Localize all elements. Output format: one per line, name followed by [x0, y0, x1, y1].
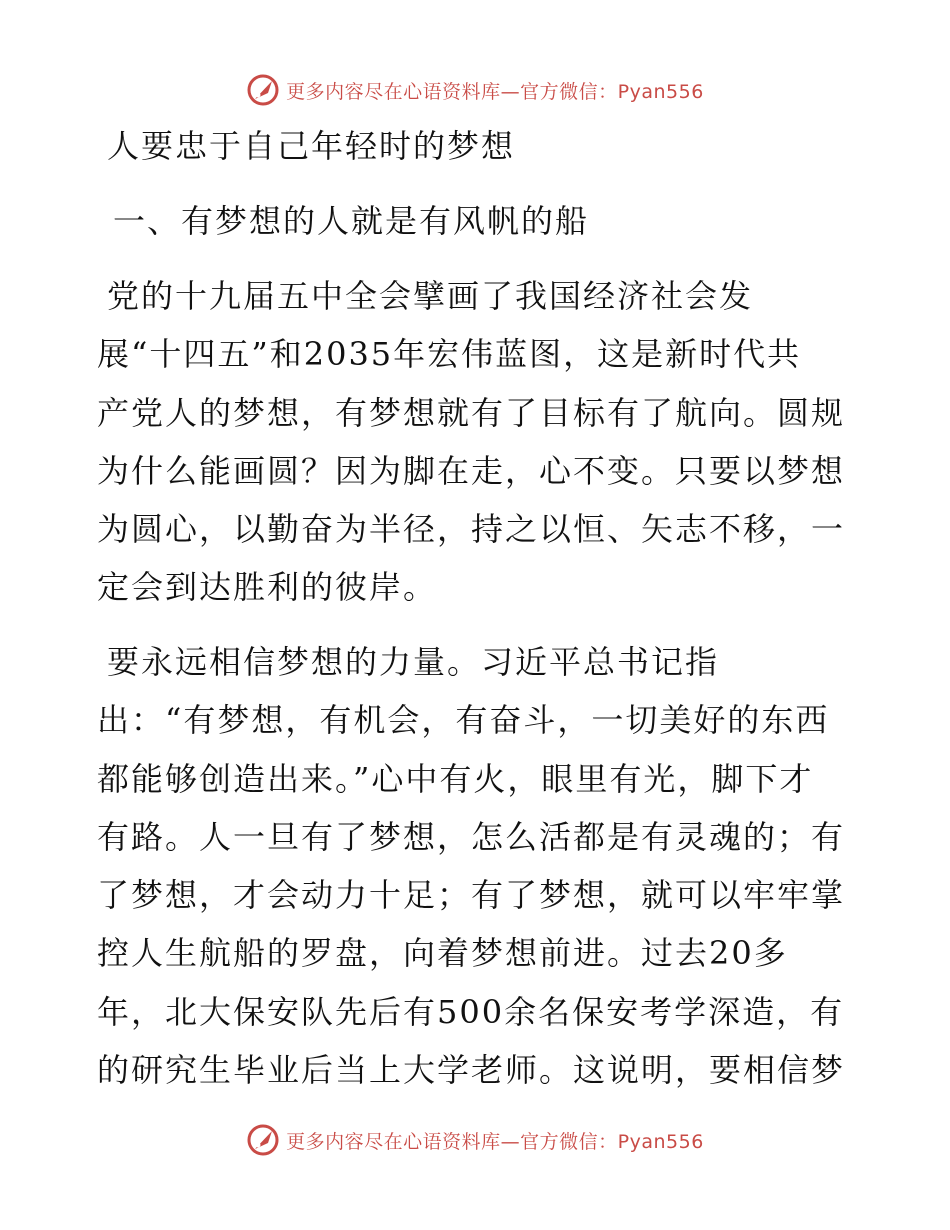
header-watermark [0, 70, 950, 110]
text-line: 要永远相信梦想的力量。习近平总书记指 [107, 643, 720, 681]
text-line: 党的十九届五中全会擘画了我国经济社会发 [107, 277, 754, 315]
footer-watermark [0, 1120, 950, 1160]
section-heading: 一、有梦想的人就是有风帆的船 [113, 202, 590, 240]
text-line: 控人生航船的罗盘，向着梦想前进。过去20多 [97, 934, 788, 972]
watermark-text: 更多内容尽在心语资料库—官方微信：Pyan556 [286, 1130, 704, 1153]
text-line: 有路。人一旦有了梦想，怎么活都是有灵魂的；有 [97, 818, 846, 856]
text-line: 的研究生毕业后当上大学老师。这说明，要相信梦 [97, 1051, 846, 1089]
text-line: 产党人的梦想，有梦想就有了目标有了航向。圆规 [97, 394, 846, 432]
text-line: 为圆心，以勤奋为半径，持之以恒、矢志不移，一 [97, 510, 846, 548]
text-line: 展“十四五”和2035年宏伟蓝图，这是新时代共 [97, 335, 802, 373]
text-line: 了梦想，才会动力十足；有了梦想，就可以牢牢掌 [97, 876, 846, 914]
watermark-text: 更多内容尽在心语资料库—官方微信：Pyan556 [286, 80, 704, 103]
document-title: 人要忠于自己年轻时的梦想 [107, 127, 516, 165]
quill-pen-logo-icon [246, 73, 280, 107]
text-line: 为什么能画圆？因为脚在走，心不变。只要以梦想 [97, 452, 846, 490]
quill-pen-logo-icon [246, 1123, 280, 1157]
text-line: 出：“有梦想，有机会，有奋斗，一切美好的东西 [97, 701, 830, 739]
text-line: 年，北大保安队先后有500余名保安考学深造，有 [97, 993, 845, 1031]
text-line: 定会到达胜利的彼岸。 [97, 568, 438, 606]
text-line: 都能够创造出来。”心中有火，眼里有光，脚下才 [97, 760, 814, 798]
